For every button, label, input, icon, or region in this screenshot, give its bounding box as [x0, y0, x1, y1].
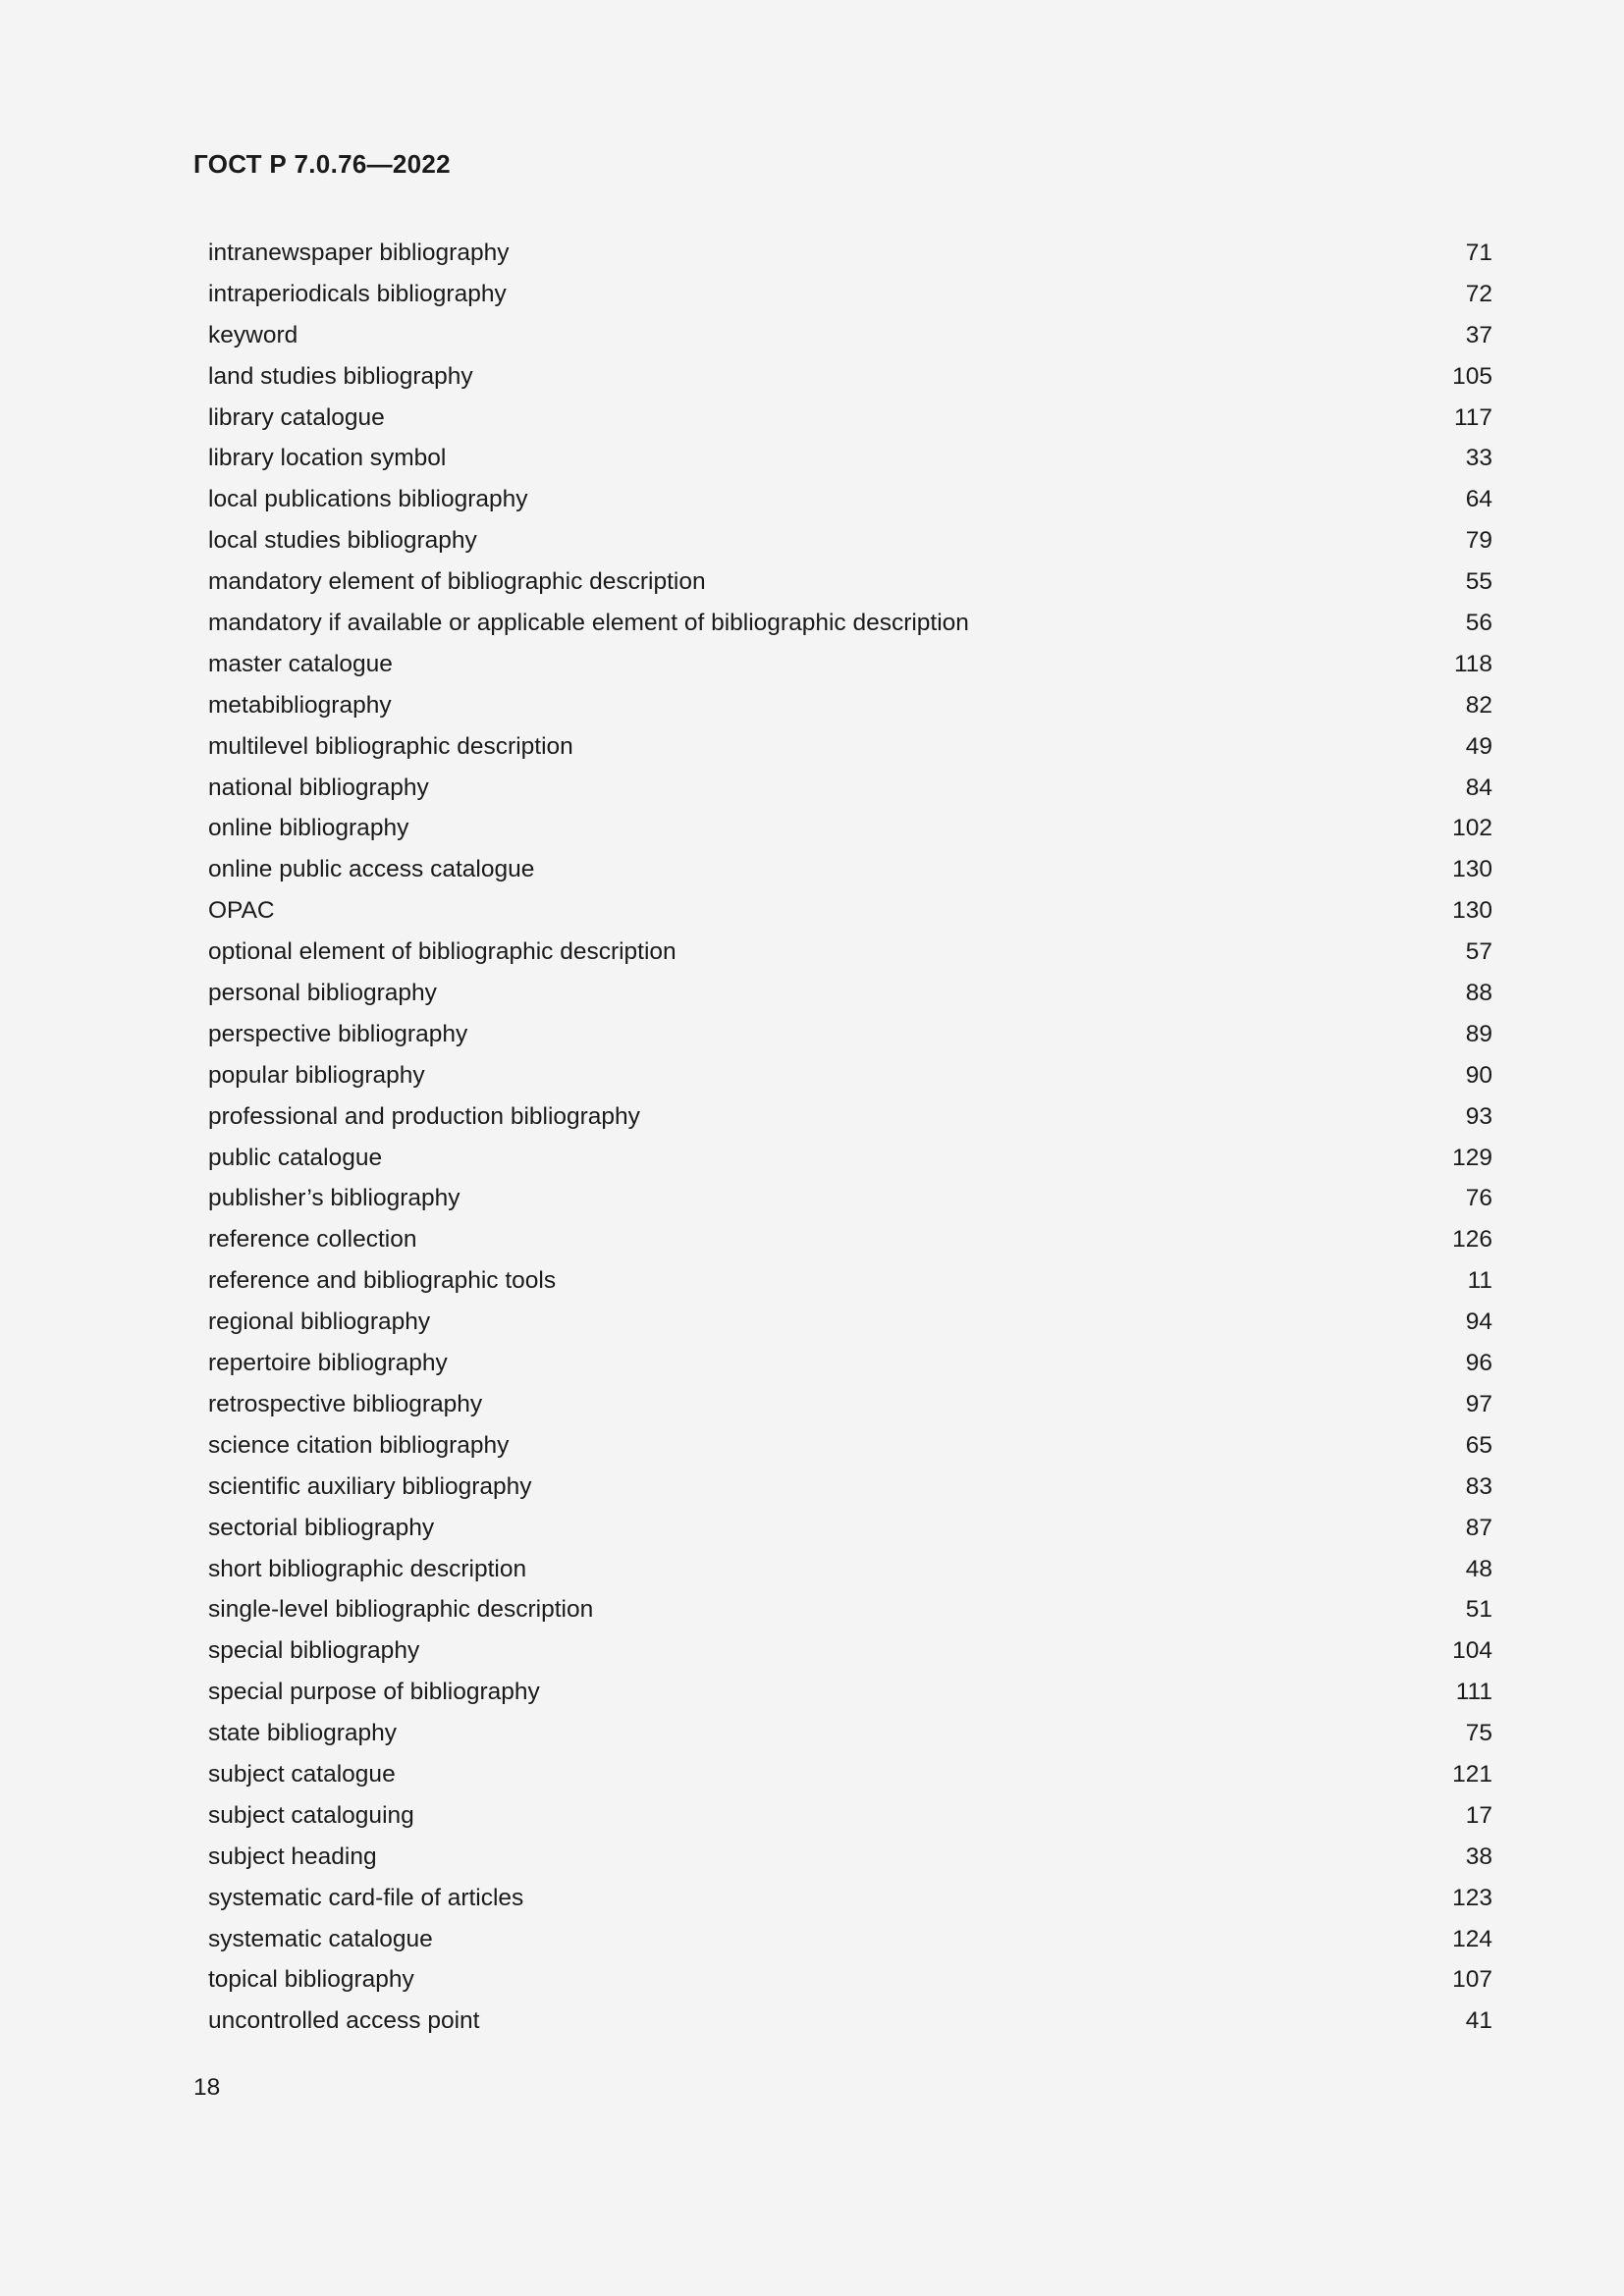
index-entry — [208, 1713, 1492, 1754]
index-term: subject catalogue — [208, 1760, 396, 1788]
index-entry-number: 90 — [1465, 1061, 1492, 1089]
index-term: reference and bibliographic tools — [208, 1267, 557, 1295]
index-entry-number: 102 — [1452, 815, 1492, 842]
index-entry — [208, 1014, 1492, 1055]
index-term: mandatory element of bibliographic description — [208, 568, 706, 596]
index-term: keyword — [208, 321, 298, 348]
index-term: library location symbol — [208, 445, 447, 472]
index-term: local publications bibliography — [208, 486, 528, 513]
index-term: master catalogue — [208, 650, 393, 677]
index-entry — [208, 726, 1492, 768]
index-entry-number: 56 — [1465, 610, 1492, 637]
index-entry-number: 89 — [1465, 1020, 1492, 1047]
index-entry — [208, 808, 1492, 849]
index-entry — [208, 520, 1492, 561]
index-term: personal bibliography — [208, 980, 437, 1007]
index-entry-number: 88 — [1465, 980, 1492, 1007]
index-entry — [208, 685, 1492, 726]
index-term: publisher’s bibliography — [208, 1185, 460, 1212]
index-entry — [208, 973, 1492, 1014]
index-entry — [208, 1795, 1492, 1837]
index-term: special bibliography — [208, 1637, 420, 1665]
index-entry — [208, 603, 1492, 644]
index-entry — [208, 1467, 1492, 1508]
index-term: uncontrolled access point — [208, 2007, 480, 2035]
index-entry-number: 121 — [1452, 1760, 1492, 1788]
index-entry — [208, 768, 1492, 809]
index-entry — [208, 1302, 1492, 1343]
index-entry-number: 71 — [1465, 240, 1492, 266]
index-term: mandatory if available or applicable element of bibliographic description — [208, 610, 969, 637]
index-entry — [208, 274, 1492, 315]
index-entry-number: 123 — [1452, 1884, 1492, 1911]
index-entry — [208, 1549, 1492, 1590]
index-entry — [208, 932, 1492, 973]
index-entry-number: 107 — [1452, 1966, 1492, 1994]
index-entry-number: 82 — [1465, 691, 1492, 719]
index-term: sectorial bibliography — [208, 1514, 435, 1541]
index-term: state bibliography — [208, 1720, 398, 1747]
index-entry-number: 48 — [1465, 1555, 1492, 1582]
index-entry — [208, 1219, 1492, 1260]
index-term: perspective bibliography — [208, 1020, 468, 1047]
index-entry — [208, 1508, 1492, 1549]
index-entry — [208, 1837, 1492, 1878]
index-entry — [208, 479, 1492, 520]
index-term: systematic catalogue — [208, 1925, 433, 1952]
index-entry-number: 93 — [1465, 1102, 1492, 1130]
index-entry — [208, 890, 1492, 932]
index-entry-number: 11 — [1467, 1267, 1492, 1295]
index-entry — [208, 356, 1492, 398]
index-entry-number: 126 — [1452, 1226, 1492, 1254]
index-term: retrospective bibliography — [208, 1390, 483, 1417]
index-entry — [208, 1630, 1492, 1672]
index-entry — [208, 2001, 1492, 2042]
index-entry-number: 75 — [1465, 1720, 1492, 1747]
index-term: repertoire bibliography — [208, 1350, 448, 1377]
index-entry-number: 37 — [1465, 321, 1492, 348]
index-entry-number: 83 — [1465, 1472, 1492, 1500]
index-entry — [208, 1589, 1492, 1630]
index-term: scientific auxiliary bibliography — [208, 1472, 532, 1500]
index-entry-number: 55 — [1465, 568, 1492, 596]
index-entry — [208, 849, 1492, 890]
index-entry-number: 94 — [1465, 1308, 1492, 1336]
index-term: metabibliography — [208, 691, 392, 719]
index-term: single-level bibliographic description — [208, 1596, 594, 1624]
index-entry-number: 129 — [1452, 1144, 1492, 1171]
index-entry-number: 118 — [1453, 650, 1492, 677]
index-entry-number: 117 — [1453, 403, 1492, 431]
index-entry-number: 124 — [1452, 1925, 1492, 1952]
index-entry-number: 130 — [1452, 897, 1492, 925]
index-entry — [208, 1384, 1492, 1425]
index-term: popular bibliography — [208, 1061, 425, 1089]
index-term: intraperiodicals bibliography — [208, 280, 507, 307]
index-term: online public access catalogue — [208, 856, 535, 883]
index-entry-number: 97 — [1465, 1390, 1492, 1417]
index-entry-number: 64 — [1465, 486, 1492, 513]
index-entry — [208, 1754, 1492, 1795]
index-entry-number: 87 — [1465, 1514, 1492, 1541]
index-term: national bibliography — [208, 774, 429, 801]
index-entry-number: 84 — [1465, 774, 1492, 801]
index-entry-number: 65 — [1465, 1431, 1492, 1459]
index-term: online bibliography — [208, 815, 409, 842]
index-entry — [208, 233, 1492, 274]
index-entry — [208, 1096, 1492, 1138]
index-entry — [208, 1672, 1492, 1713]
index-entry-number: 17 — [1465, 1801, 1492, 1829]
index-term: library catalogue — [208, 403, 385, 431]
index-entry — [208, 1878, 1492, 1919]
index-entry-number: 111 — [1455, 1679, 1492, 1706]
index-term: local studies bibliography — [208, 527, 477, 555]
index-entry — [208, 644, 1492, 685]
index-entry — [208, 398, 1492, 439]
alphabetical-index-list — [208, 233, 1492, 2042]
index-entry-number: 72 — [1465, 280, 1492, 307]
index-term: intranewspaper bibliography — [208, 240, 510, 266]
index-entry-number: 41 — [1465, 2007, 1492, 2035]
index-entry-number: 130 — [1452, 856, 1492, 883]
index-entry — [208, 1178, 1492, 1219]
index-term: topical bibliography — [208, 1966, 414, 1994]
index-term: science citation bibliography — [208, 1431, 510, 1459]
index-entry-number: 104 — [1452, 1637, 1492, 1665]
index-term: regional bibliography — [208, 1308, 431, 1336]
index-term: special purpose of bibliography — [208, 1679, 540, 1706]
index-entry-number: 57 — [1465, 938, 1492, 966]
index-entry-number: 33 — [1465, 445, 1492, 472]
index-term: systematic card-file of articles — [208, 1884, 524, 1911]
index-entry-number: 51 — [1465, 1596, 1492, 1624]
index-entry — [208, 315, 1492, 356]
index-entry — [208, 1055, 1492, 1096]
index-entry-number: 79 — [1465, 527, 1492, 555]
index-entry-number: 96 — [1465, 1350, 1492, 1377]
index-entry — [208, 1425, 1492, 1467]
index-entry — [208, 438, 1492, 479]
index-term: multilevel bibliographic description — [208, 732, 573, 760]
index-entry-number: 76 — [1465, 1185, 1492, 1212]
index-entry — [208, 561, 1492, 603]
index-term: professional and production bibliography — [208, 1102, 640, 1130]
page-number: 18 — [193, 2074, 221, 2101]
index-entry-number: 105 — [1452, 362, 1492, 390]
index-entry — [208, 1138, 1492, 1179]
index-entry — [208, 1260, 1492, 1302]
index-entry — [208, 1959, 1492, 2001]
index-term: reference collection — [208, 1226, 417, 1254]
document-header-title: ГОСТ Р 7.0.76—2022 — [193, 149, 451, 179]
index-term: land studies bibliography — [208, 362, 473, 390]
index-term: subject cataloguing — [208, 1801, 414, 1829]
index-term: OPAC — [208, 897, 275, 925]
index-term: public catalogue — [208, 1144, 383, 1171]
index-entry — [208, 1919, 1492, 1960]
index-entry-number: 38 — [1465, 1842, 1492, 1870]
index-entry — [208, 1343, 1492, 1384]
index-term: subject heading — [208, 1842, 377, 1870]
index-term: short bibliographic description — [208, 1555, 527, 1582]
index-term: optional element of bibliographic description — [208, 938, 677, 966]
index-entry-number: 49 — [1465, 732, 1492, 760]
